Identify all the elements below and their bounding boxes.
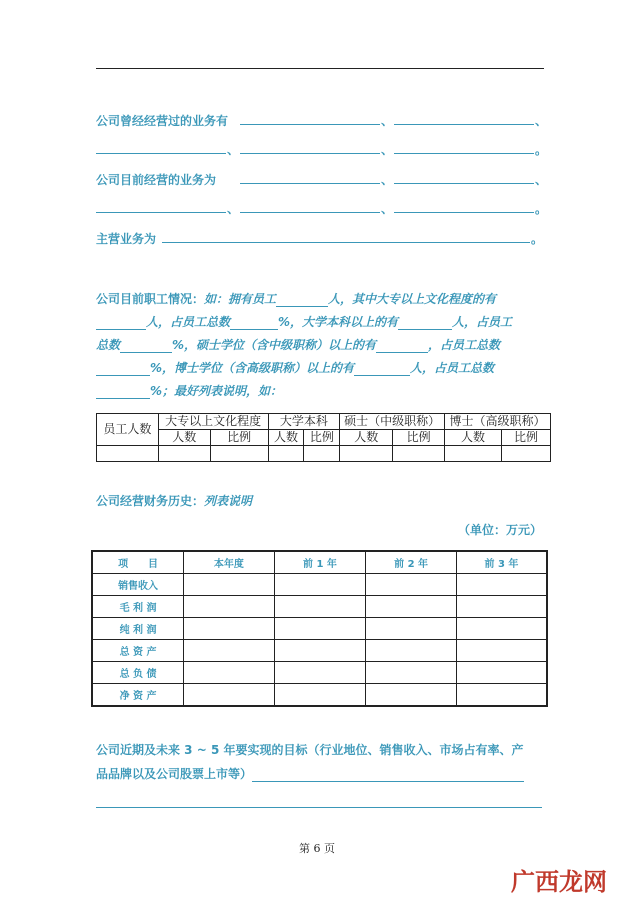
staff-line-3 (96, 336, 500, 353)
college-count-field[interactable] (96, 316, 146, 330)
separator: 、 (381, 143, 394, 157)
table-cell[interactable] (274, 640, 366, 662)
master-header: 硕士（中级职称） (340, 414, 445, 430)
table-cell[interactable] (184, 684, 275, 707)
main-business-label: 主营业务为 (96, 232, 157, 246)
table-cell[interactable] (445, 446, 502, 462)
college-header: 大专以上文化程度 (158, 414, 268, 430)
table-cell[interactable] (268, 446, 304, 462)
table-cell[interactable] (274, 684, 366, 707)
table-cell[interactable] (97, 446, 159, 462)
table-cell[interactable] (184, 596, 275, 618)
staff-line-2 (96, 313, 512, 330)
finance-label-line (96, 492, 252, 509)
finance-table (91, 550, 548, 707)
finance-unit: （单位：万元） (458, 523, 543, 537)
table-cell[interactable] (366, 662, 457, 684)
item-header: 项 目 (92, 551, 184, 574)
table-cell[interactable] (274, 662, 366, 684)
table-cell[interactable] (184, 640, 275, 662)
ratio-subheader: 比例 (210, 430, 268, 446)
table-row (92, 662, 547, 684)
doctor-count-field[interactable] (354, 362, 410, 376)
current-business-field-3[interactable] (96, 212, 226, 213)
separator: 、 (381, 114, 394, 128)
current-business-field-1[interactable] (240, 183, 380, 184)
ratio-subheader: 比例 (393, 430, 445, 446)
separator: 、 (535, 173, 548, 187)
current-business-field-2[interactable] (394, 183, 534, 184)
staff-text: %，硕士学位（含中级职称）以上的有 (172, 338, 377, 352)
row-label: 总 负 债 (92, 662, 184, 684)
table-cell[interactable] (274, 574, 366, 596)
goals-field-2[interactable] (96, 807, 542, 808)
table-row (92, 596, 547, 618)
goals-field-1[interactable] (252, 768, 524, 782)
staff-line-5 (96, 382, 282, 399)
table-cell[interactable] (393, 446, 445, 462)
table-cell[interactable] (366, 574, 457, 596)
past-business-label: 公司曾经经营过的业务有 (96, 114, 229, 128)
watermark-logo: 广西龙网 (511, 868, 607, 896)
table-cell[interactable] (210, 446, 268, 462)
table-cell[interactable] (366, 640, 457, 662)
page-number: 第 6 页 (299, 842, 335, 855)
separator: 、 (381, 173, 394, 187)
doctor-header: 博士（高级职称） (445, 414, 551, 430)
employee-count-field[interactable] (276, 293, 328, 307)
separator: 。 (535, 143, 548, 157)
staff-text: 总数 (96, 338, 121, 352)
table-cell[interactable] (456, 596, 547, 618)
year-header: 前 2 年 (366, 551, 457, 574)
table-cell[interactable] (366, 618, 457, 640)
bachelor-header: 大学本科 (268, 414, 340, 430)
separator: 。 (531, 232, 544, 246)
table-cell[interactable] (274, 618, 366, 640)
master-count-field[interactable] (376, 339, 428, 353)
table-cell[interactable] (456, 684, 547, 707)
goals-line-1: 公司近期及未来 3 ~ 5 年要实现的目标（行业地位、销售收入、市场占有率、产 (96, 743, 524, 757)
staff-label: 公司目前职工情况： (96, 292, 205, 306)
row-label: 毛 利 润 (92, 596, 184, 618)
table-row (92, 618, 547, 640)
doctor-ratio-field[interactable] (96, 385, 150, 399)
staff-text: ，占员工总数 (428, 338, 501, 352)
staff-text: 人，占员工总数 (410, 361, 495, 375)
past-business-field-1[interactable] (240, 124, 380, 125)
main-business-field[interactable] (162, 242, 530, 243)
separator: 、 (535, 114, 548, 128)
row-label: 总 资 产 (92, 640, 184, 662)
past-business-field-3[interactable] (96, 153, 226, 154)
master-ratio-field[interactable] (96, 362, 150, 376)
current-business-field-4[interactable] (240, 212, 380, 213)
table-cell[interactable] (158, 446, 210, 462)
people-subheader: 人数 (340, 430, 393, 446)
table-row (92, 574, 547, 596)
staff-count-header: 员工人数 (97, 414, 159, 446)
table-cell[interactable] (184, 574, 275, 596)
ratio-subheader: 比例 (502, 430, 551, 446)
table-cell[interactable] (502, 446, 551, 462)
table-cell[interactable] (304, 446, 340, 462)
year-header: 前 1 年 (274, 551, 366, 574)
table-row (92, 640, 547, 662)
staff-text: 人，占员工总数 (146, 315, 231, 329)
finance-header-row (92, 551, 547, 574)
staff-text: 人，其中大专以上文化程度的有 (328, 292, 497, 306)
people-subheader: 人数 (268, 430, 304, 446)
row-label: 销售收入 (92, 574, 184, 596)
staff-data-row (97, 446, 551, 462)
year-header: 前 3 年 (456, 551, 547, 574)
table-cell[interactable] (366, 596, 457, 618)
row-label: 净 资 产 (92, 684, 184, 707)
bachelor-count-field[interactable] (398, 316, 452, 330)
table-cell[interactable] (274, 596, 366, 618)
goals-text: 品品牌以及公司股票上市等） (96, 767, 253, 781)
table-cell[interactable] (456, 574, 547, 596)
table-cell[interactable] (456, 640, 547, 662)
separator: 。 (535, 202, 548, 216)
past-business-field-5[interactable] (394, 153, 534, 154)
college-ratio-field[interactable] (230, 316, 278, 330)
staff-table (96, 413, 551, 462)
ratio-subheader: 比例 (304, 430, 340, 446)
table-cell[interactable] (184, 662, 275, 684)
current-business-field-5[interactable] (394, 212, 534, 213)
table-cell[interactable] (340, 446, 393, 462)
separator: 、 (227, 202, 240, 216)
table-cell[interactable] (456, 662, 547, 684)
current-business-label: 公司目前经营的业务为 (96, 173, 217, 187)
row-label: 纯 利 润 (92, 618, 184, 640)
table-cell[interactable] (456, 618, 547, 640)
finance-label: 公司经营财务历史： (96, 494, 205, 508)
table-cell[interactable] (366, 684, 457, 707)
year-header: 本年度 (184, 551, 275, 574)
staff-text: %，博士学位（含高级职称）以上的有 (150, 361, 355, 375)
header-rule (96, 68, 544, 69)
finance-label-note: 列表说明 (204, 494, 253, 508)
people-subheader: 人数 (158, 430, 210, 446)
table-cell[interactable] (184, 618, 275, 640)
separator: 、 (381, 202, 394, 216)
staff-text: %；最好列表说明，如： (150, 384, 283, 398)
bachelor-ratio-field[interactable] (120, 339, 172, 353)
past-business-field-4[interactable] (240, 153, 380, 154)
staff-line-4 (96, 359, 494, 376)
staff-line-1 (96, 290, 496, 307)
people-subheader: 人数 (445, 430, 502, 446)
separator: 、 (227, 143, 240, 157)
staff-text: 人，占员工 (452, 315, 513, 329)
table-row (92, 684, 547, 707)
past-business-field-2[interactable] (394, 124, 534, 125)
goals-line-2 (96, 765, 524, 782)
staff-text: 如：拥有员工 (204, 292, 277, 306)
staff-text: %，大学本科以上的有 (278, 315, 399, 329)
